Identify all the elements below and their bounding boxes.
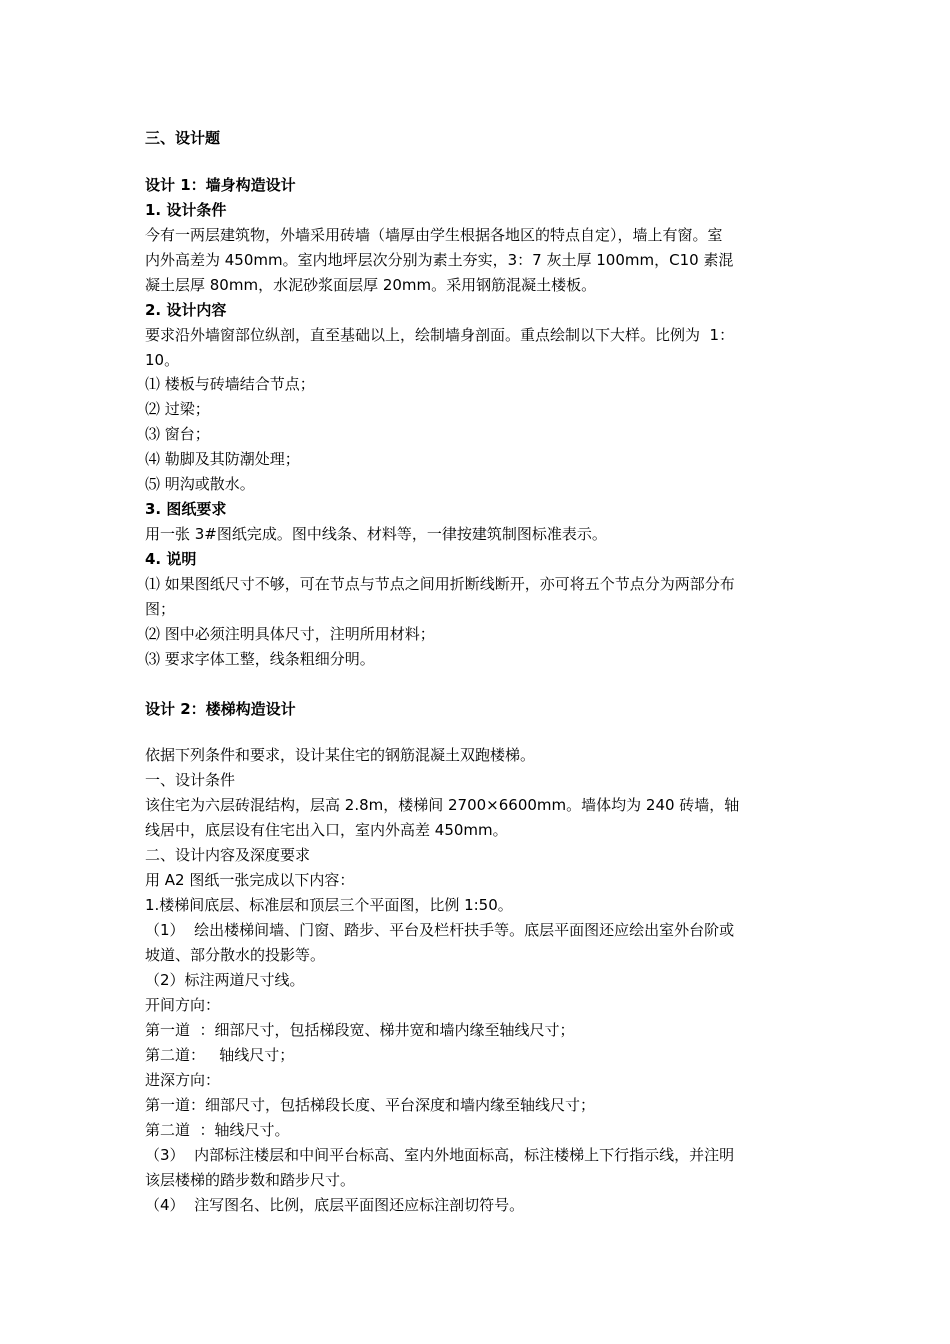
- design1-title: 设计 1：墙身构造设计: [145, 176, 296, 194]
- design1-subheading-notes: 4. 说明: [145, 550, 197, 568]
- design2-section-content: 二、设计内容及深度要求: [145, 846, 311, 864]
- design1-conditions-line2: 内外高差为 450mm。室内地坪层次分别为素土夯实，3：7 灰土厚 100mm，C10 素混: [145, 251, 734, 269]
- design2-depth-second: 第二道 ：轴线尺寸。: [145, 1121, 290, 1139]
- design2-conditions-line2: 线居中，底层设有住宅出入口，室内外高差 450mm。: [145, 821, 508, 839]
- design1-subheading-content: 2. 设计内容: [145, 301, 227, 319]
- design2-open-second: 第二道： 轴线尺寸；: [145, 1046, 295, 1064]
- design1-content-line2: 10。: [145, 351, 180, 369]
- design1-note3: ⑶ 要求字体工整，线条粗细分明。: [145, 650, 375, 668]
- design1-subheading-conditions: 1. 设计条件: [145, 201, 227, 219]
- design2-title: 设计 2：楼梯构造设计: [145, 700, 296, 718]
- design2-open-first: 第一道 ：细部尺寸，包括梯段宽、梯井宽和墙内缘至轴线尺寸；: [145, 1021, 575, 1039]
- design1-note1-line1: ⑴ 如果图纸尺寸不够，可在节点与节点之间用折断线断开，亦可将五个节点分为两部分布: [145, 575, 735, 593]
- design1-note1-line2: 图；: [145, 600, 176, 618]
- design2-depth-direction: 进深方向：: [145, 1071, 221, 1089]
- design1-item: ⑴ 楼板与砖墙结合节点；: [145, 375, 315, 393]
- design2-item1-line1: （1） 绘出楼梯间墙、门窗、踏步、平台及栏杆扶手等。底层平面图还应绘出室外台阶或: [145, 921, 735, 939]
- design1-drawing-requirement: 用一张 3#图纸完成。图中线条、材料等，一律按建筑制图标准表示。: [145, 525, 607, 543]
- design1-conditions-line1: 今有一两层建筑物，外墙采用砖墙（墙厚由学生根据各地区的特点自定），墙上有窗。室: [145, 226, 723, 244]
- design1-content-line1: 要求沿外墙窗部位纵剖，直至基础以上，绘制墙身剖面。重点绘制以下大样。比例为 1：: [145, 326, 735, 344]
- design2-section-conditions: 一、设计条件: [145, 771, 236, 789]
- design2-item4: （4） 注写图名、比例，底层平面图还应标注剖切符号。: [145, 1196, 525, 1214]
- section-heading: 三、设计题: [145, 129, 221, 147]
- design1-item: ⑷ 勒脚及其防潮处理；: [145, 450, 300, 468]
- design2-conditions-line1: 该住宅为六层砖混结构，层高 2.8m，楼梯间 2700×6600mm。墙体均为 240 砖墙，轴: [145, 796, 740, 814]
- design1-item: ⑶ 窗台；: [145, 425, 210, 443]
- design1-item: ⑸ 明沟或散水。: [145, 475, 255, 493]
- design1-subheading-drawing: 3. 图纸要求: [145, 500, 227, 518]
- design2-item3-line2: 该层楼梯的踏步数和踏步尺寸。: [145, 1171, 356, 1189]
- design2-intro: 依据下列条件和要求，设计某住宅的钢筋混凝土双跑楼梯。: [145, 746, 536, 764]
- design2-item3-line1: （3） 内部标注楼层和中间平台标高、室内外地面标高，标注楼梯上下行指示线，并注明: [145, 1146, 735, 1164]
- design2-open-direction: 开间方向：: [145, 996, 221, 1014]
- design1-conditions-line3: 凝土层厚 80mm，水泥砂浆面层厚 20mm。采用钢筋混凝土楼板。: [145, 276, 597, 294]
- design2-item2: （2）标注两道尺寸线。: [145, 971, 305, 989]
- design2-item1-line2: 坡道、部分散水的投影等。: [145, 946, 326, 964]
- design2-depth-first: 第一道：细部尺寸，包括梯段长度、平台深度和墙内缘至轴线尺寸；: [145, 1096, 596, 1114]
- design1-note2: ⑵ 图中必须注明具体尺寸，注明所用材料；: [145, 625, 435, 643]
- design1-item: ⑵ 过梁；: [145, 400, 210, 418]
- design2-point1: 1.楼梯间底层、标准层和顶层三个平面图，比例 1:50。: [145, 896, 513, 914]
- design2-paper-requirement: 用 A2 图纸一张完成以下内容：: [145, 871, 355, 889]
